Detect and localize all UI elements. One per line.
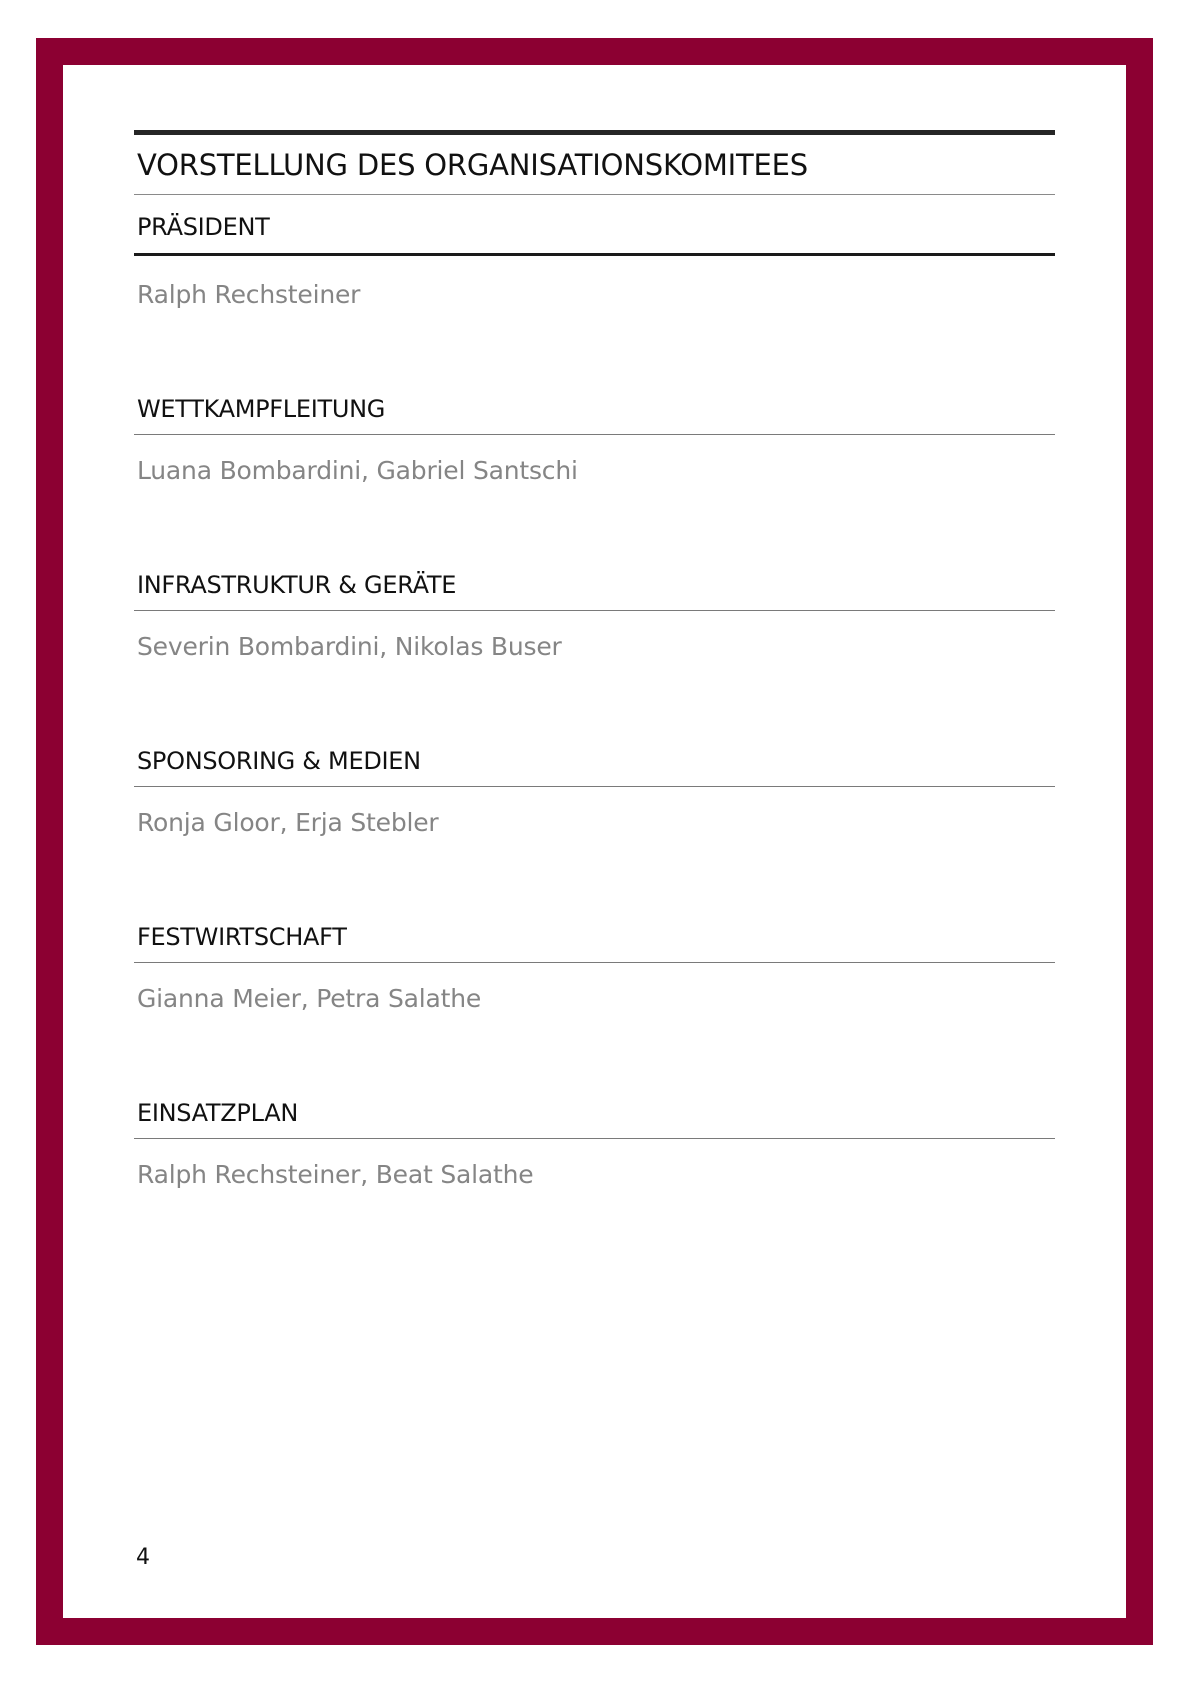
page-number: 4 bbox=[136, 1545, 150, 1570]
section-spacer bbox=[134, 486, 1055, 571]
section-heading: EINSATZPLAN bbox=[134, 1099, 1055, 1139]
section-spacer bbox=[134, 662, 1055, 747]
section-heading: SPONSORING & MEDIEN bbox=[134, 747, 1055, 787]
section-einsatzplan bbox=[134, 1099, 1055, 1190]
section-festwirtschaft bbox=[134, 923, 1055, 1014]
section-heading: INFRASTRUKTUR & GERÄTE bbox=[134, 571, 1055, 611]
section-infrastruktur bbox=[134, 571, 1055, 662]
section-names: Gianna Meier, Petra Salathe bbox=[137, 984, 482, 1013]
section-heading: WETTKAMPFLEITUNG bbox=[134, 395, 1055, 435]
document-content bbox=[134, 130, 1055, 1190]
section-names: Ralph Rechsteiner bbox=[137, 280, 361, 309]
page-title: VORSTELLUNG DES ORGANISATIONSKOMITEES bbox=[134, 135, 1055, 195]
section-spacer bbox=[134, 1014, 1055, 1099]
section-names: Severin Bombardini, Nikolas Buser bbox=[137, 632, 562, 661]
section-spacer bbox=[134, 310, 1055, 395]
section-names: Ronja Gloor, Erja Stebler bbox=[137, 808, 439, 837]
section-spacer bbox=[134, 838, 1055, 923]
section-sponsoring bbox=[134, 747, 1055, 838]
section-president bbox=[134, 195, 1055, 310]
section-names: Luana Bombardini, Gabriel Santschi bbox=[137, 456, 578, 485]
section-wettkampfleitung bbox=[134, 395, 1055, 486]
section-heading: FESTWIRTSCHAFT bbox=[134, 923, 1055, 963]
section-names: Ralph Rechsteiner, Beat Salathe bbox=[137, 1160, 534, 1189]
section-heading: PRÄSIDENT bbox=[134, 195, 1055, 256]
